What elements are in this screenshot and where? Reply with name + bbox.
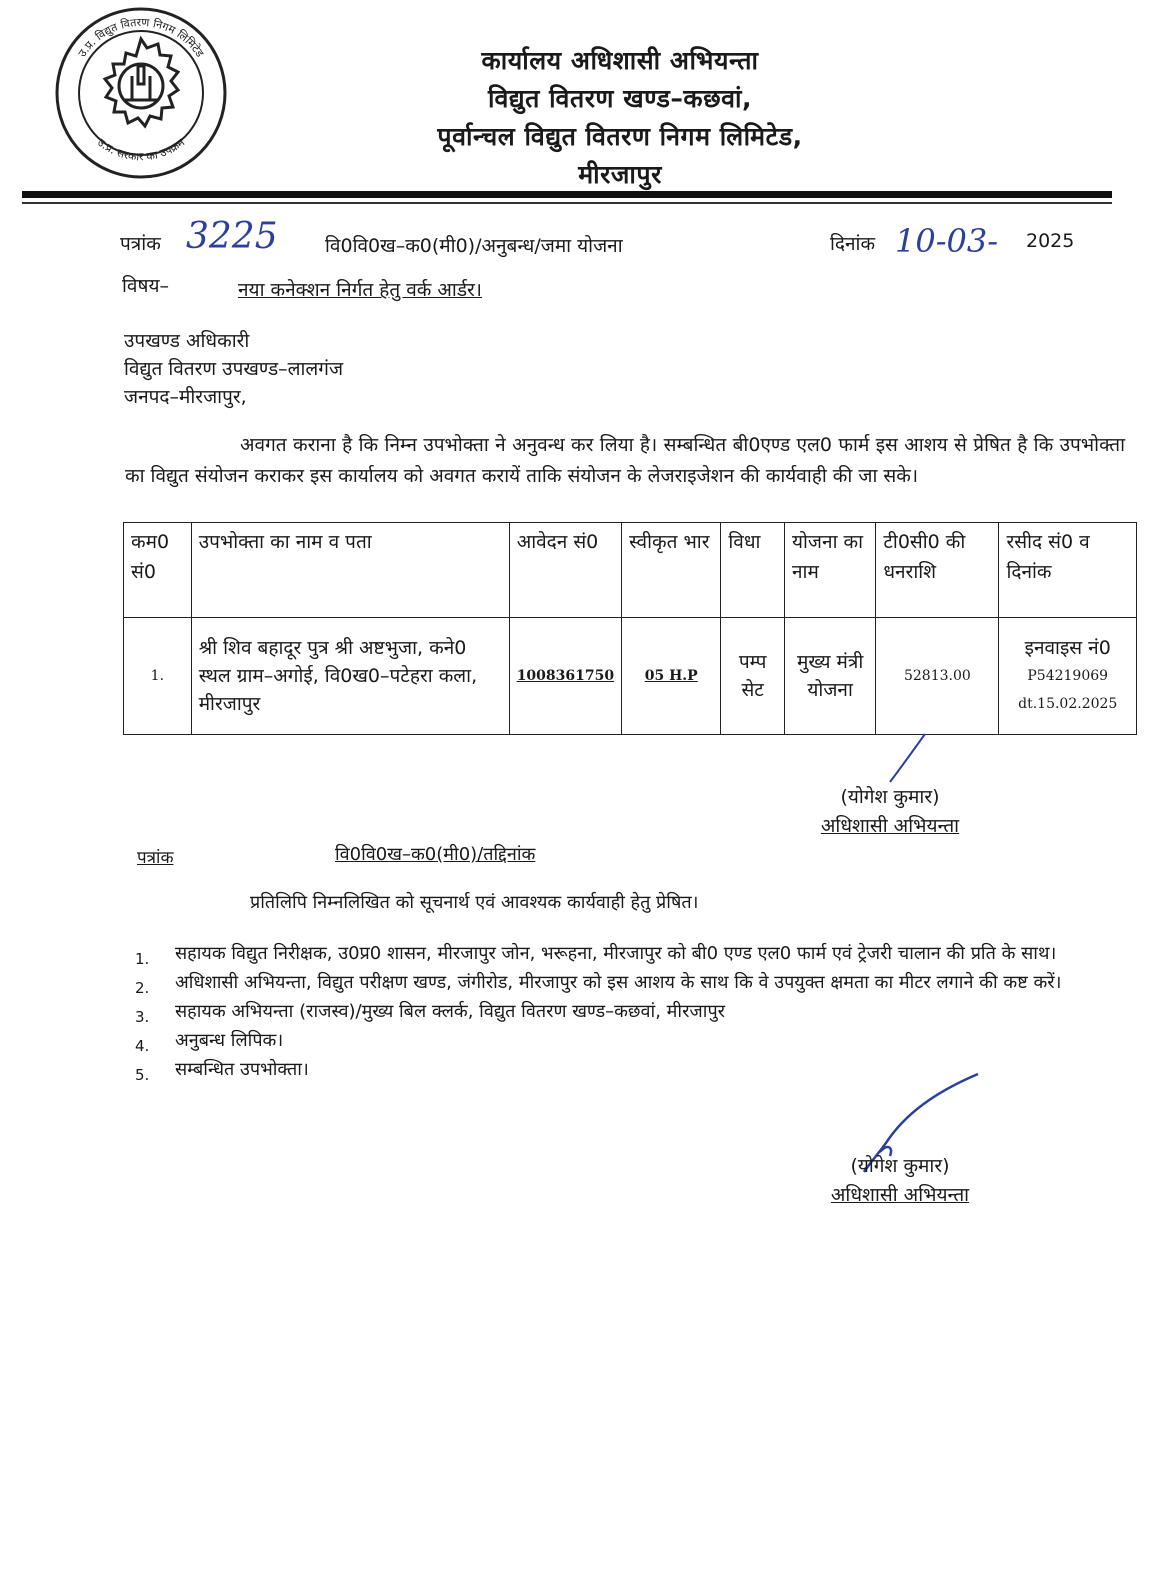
- signature-stroke-1: [870, 730, 940, 790]
- list-number: 2.: [135, 979, 150, 997]
- signatory-name: (योगेश कुमार): [840, 786, 940, 808]
- body-paragraph: अवगत कराना है कि निम्न उपभोक्ता ने अनुवन्ध कर लिया है। सम्बन्धित बी0एण्ड एल0 फार्म इस आशय से प्रेषित है कि उपभोक्ता का विद्युत संयोजन कराकर इस कार्यालय को अवगत करायें ताकि संयोजन के लेजराइजेशन की कार्यवाही की जा सके।: [125, 434, 1125, 487]
- receipt-label: इनवाइस नं0: [1024, 637, 1111, 659]
- header-cell: स्वीकृत भार: [622, 523, 721, 618]
- organization-seal-logo: [52, 4, 230, 182]
- signatory-name: (योगेश कुमार): [850, 1155, 950, 1177]
- header-cell: उपभोक्ता का नाम व पता: [191, 523, 509, 618]
- list-item: [135, 940, 1130, 967]
- table-row: [124, 618, 1137, 735]
- cell-tc-amount: 52813.00: [876, 618, 999, 735]
- letterhead: [300, 42, 940, 194]
- svg-text:उ.प्र. सरकार का उपक्रम: उ.प्र. सरकार का उपक्रम: [94, 135, 188, 164]
- header-cell: टी0सी0 की धनराशि: [876, 523, 999, 618]
- list-text: सहायक विद्युत निरीक्षक, उ0प्र0 शासन, मीरजापुर जोन, भरूहना, मीरजापुर को बी0 एण्ड एल0 फार्म एवं ट्रेजरी चालान की प्रति के साथ।: [175, 943, 1057, 964]
- svg-text:उ.प्र. विद्युत वितरण निगम लिमि: उ.प्र. विद्युत वितरण निगम लिमिटेड: [75, 15, 207, 60]
- list-number: 5.: [135, 1066, 150, 1084]
- reference-number: 3225: [186, 216, 278, 257]
- signature-block-2: [805, 1152, 995, 1210]
- addressee-line: जनपद–मीरजापुर,: [124, 386, 247, 408]
- cell-serial: 1.: [124, 618, 192, 735]
- cell-sanctioned-load: 05 H.P: [622, 618, 721, 735]
- signatory-designation: अधिशासी अभियन्ता: [820, 815, 960, 837]
- letterhead-company: पूर्वान्चल विद्युत वितरण निगम लिमिटेड,: [437, 122, 803, 151]
- list-item: [135, 969, 1130, 996]
- header-cell: आवेदन सं0: [509, 523, 621, 618]
- reference-code: वि0वि0ख–क0(मी0)/अनुबन्ध/जमा योजना: [325, 235, 623, 257]
- cell-scheme: मुख्य मंत्री योजना: [784, 618, 875, 735]
- letterhead-city: मीरजापुर: [578, 160, 662, 189]
- list-text: अनुबन्ध लिपिक।: [175, 1030, 284, 1051]
- header-divider-thick: [22, 191, 1112, 198]
- receipt-number: P54219069: [1027, 668, 1109, 684]
- list-text: अधिशासी अभियन्ता, विद्युत परीक्षण खण्ड, जंगीरोड, मीरजापुर को इस आशय के साथ कि वे उपयुक्त क्षमता का मीटर लगाने की कष्ट करें।: [175, 972, 1062, 993]
- connection-table: [123, 522, 1137, 735]
- letterhead-office: कार्यालय अधिशासी अभियन्ता: [481, 46, 759, 75]
- header-cell: रसीद सं0 व दिनांक: [999, 523, 1137, 618]
- list-item: [135, 1027, 1130, 1054]
- cell-receipt: [999, 618, 1137, 735]
- addressee-line: विद्युत वितरण उपखण्ड–लालगंज: [124, 358, 344, 380]
- copy-intro: प्रतिलिपि निम्नलिखित को सूचनार्थ एवं आवश्यक कार्यवाही हेतु प्रेषित।: [250, 892, 699, 913]
- copy-reference-label: पत्रांक: [137, 848, 174, 868]
- reference-label: पत्रांक: [120, 233, 161, 255]
- subject-text: नया कनेक्शन निर्गत हेतु वर्क आर्डर।: [238, 279, 482, 301]
- table-header-row: [124, 523, 1137, 618]
- addressee-block: [124, 327, 343, 411]
- header-cell: योजना का नाम: [784, 523, 875, 618]
- cell-type: पम्प सेट: [721, 618, 785, 735]
- list-text: सहायक अभियन्ता (राजस्व)/मुख्य बिल क्लर्क, विद्युत वितरण खण्ड–कछवां, मीरजापुर: [175, 1001, 726, 1022]
- date-year: 2025: [1026, 230, 1075, 252]
- list-number: 4.: [135, 1037, 150, 1055]
- header-cell: विधा: [721, 523, 785, 618]
- letterhead-division: विद्युत वितरण खण्ड–कछवां,: [487, 84, 752, 113]
- copy-reference-code: वि0वि0ख–क0(मी0)/तद्दिनांक: [335, 844, 536, 865]
- signature-block-1: [800, 783, 980, 841]
- receipt-date: dt.15.02.2025: [1018, 696, 1118, 712]
- date-label: दिनांक: [830, 233, 876, 255]
- copy-recipient-list: [135, 940, 1130, 1085]
- list-text: सम्बन्धित उपभोक्ता।: [175, 1059, 309, 1080]
- list-number: 3.: [135, 1008, 150, 1026]
- date-handwritten: 10-03-: [895, 222, 999, 260]
- header-cell: कम0 सं0: [124, 523, 192, 618]
- signatory-designation: अधिशासी अभियन्ता: [830, 1184, 970, 1206]
- cell-name-address: श्री शिव बहादूर पुत्र श्री अष्टभुजा, कने0 स्थल ग्राम–अगोई, वि0ख0–पटेहरा कला, मीरजापुर: [191, 618, 509, 735]
- subject-label: विषय–: [122, 275, 169, 297]
- header-divider-thin: [22, 202, 1112, 204]
- list-number: 1.: [135, 950, 150, 968]
- addressee-line: उपखण्ड अधिकारी: [124, 330, 250, 352]
- list-item: [135, 998, 1130, 1025]
- cell-application-no: 1008361750: [509, 618, 621, 735]
